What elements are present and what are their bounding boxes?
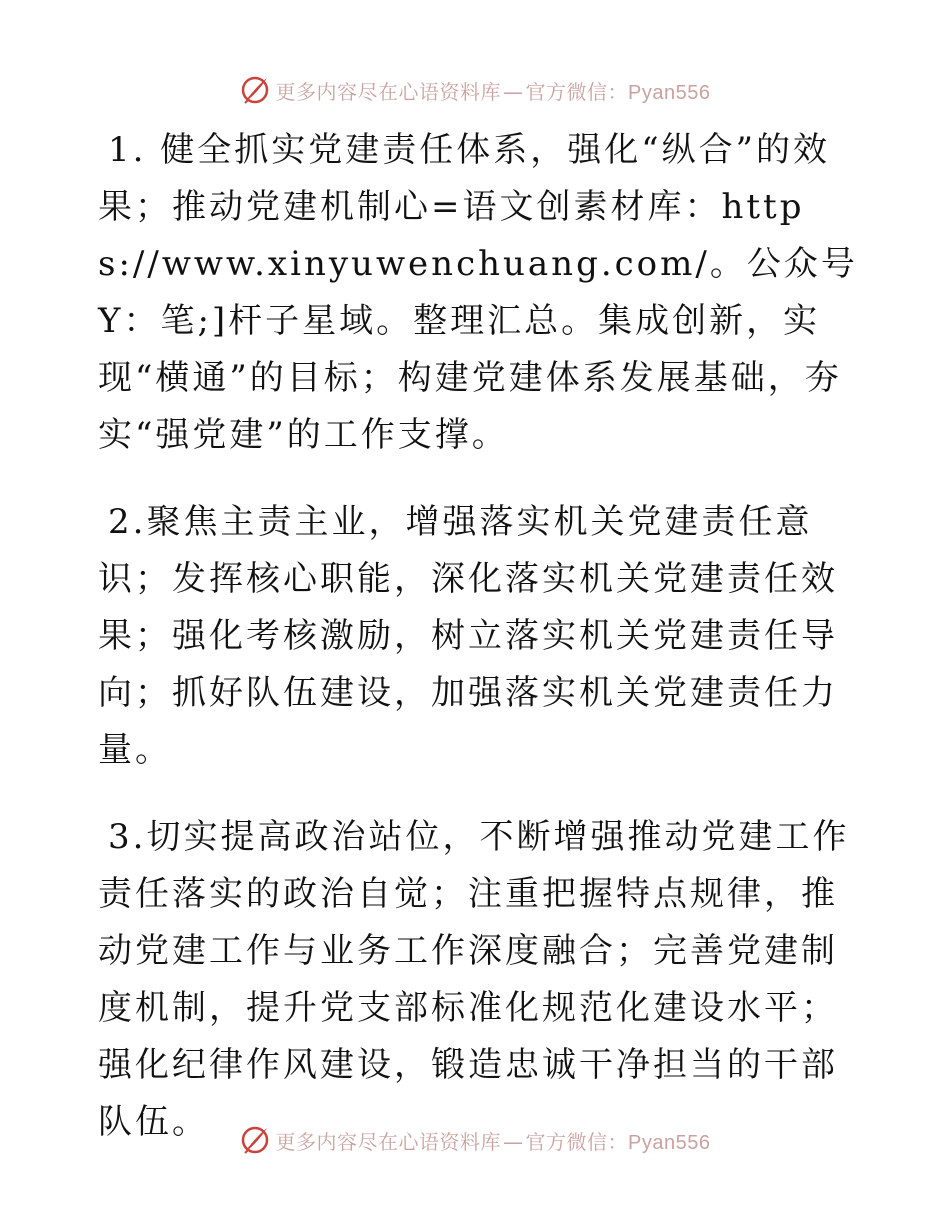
watermark-text — [276, 1126, 711, 1155]
paragraph-2 — [98, 494, 858, 779]
quill-logo-icon — [240, 75, 270, 105]
watermark-brand: 更多内容尽在心语资料库 — [275, 1129, 502, 1154]
paragraph-3 — [98, 809, 858, 1151]
watermark-wechat-id: Pyan556 — [628, 1131, 711, 1154]
footer-watermark — [0, 1120, 950, 1160]
paragraph-3-number: 3. — [108, 817, 147, 857]
watermark-wechat-id: Pyan556 — [628, 81, 711, 104]
paragraph-2-number: 2. — [108, 502, 147, 542]
watermark-wechat-label: 官方微信： — [525, 79, 629, 104]
watermark-text — [276, 76, 711, 105]
paragraph-1-number: 1. — [108, 130, 147, 170]
paragraph-2-text: 聚焦主责主业，增强落实机关党建责任意识；发挥核心职能，深化落实机关党建责任效果；强化考核激励，树立落实机关党建责任导向；抓好队伍建设，加强落实机关党建责任力量。 — [98, 502, 838, 770]
document-body — [98, 122, 858, 1181]
header-watermark — [0, 70, 950, 110]
watermark-brand: 更多内容尽在心语资料库 — [275, 79, 502, 104]
watermark-wechat-label: 官方微信： — [525, 1129, 629, 1154]
quill-logo-icon — [240, 1125, 270, 1155]
paragraph-1 — [98, 122, 858, 464]
paragraph-3-text: 切实提高政治站位，不断增强推动党建工作责任落实的政治自觉；注重把握特点规律，推动党建工作与业务工作深度融合；完善党建制度机制，提升党支部标准化规范化建设水平；强化纪律作风建设，锻造忠诚干净担当的干部队伍。 — [98, 817, 850, 1142]
paragraph-1-text: 健全抓实党建责任体系，强化“纵合”的效果；推动党建机制心=语文创素材库：https://www.xinyuwenchuang.com/。公众号Y：笔;]杆子星域。整理汇总。集成创新，实现“横通”的目标；构建党建体系发展基础，夯实“强党建”的工作支撑。 — [98, 130, 858, 455]
watermark-dash: — — [503, 79, 524, 104]
watermark-dash: — — [503, 1129, 524, 1154]
